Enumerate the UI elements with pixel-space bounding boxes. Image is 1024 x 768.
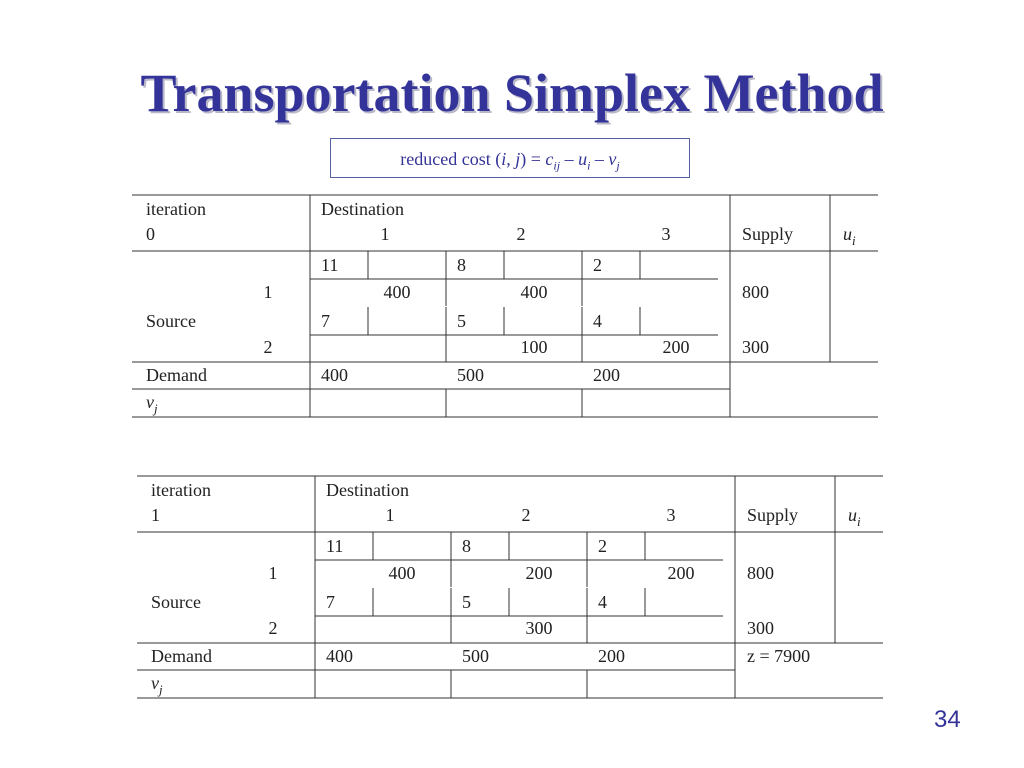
formula-c-sub: ij [553,158,561,173]
source-label: Source [151,592,201,612]
demand-2: 500 [462,646,489,666]
allocation-1-3: 200 [667,563,695,583]
formula-u-sub: i [587,158,591,173]
objective-value: z = 7900 [747,646,811,666]
formula-minus-1: – [560,149,579,169]
cost-1-2: 8 [462,536,471,556]
v-j-label: $v_j$ [146,392,158,416]
cost-2-2: 5 [457,311,466,331]
supply-label: Supply [742,224,794,244]
cost-1-3: 2 [598,536,607,556]
cost-1-3: 2 [593,255,602,275]
source-1-label: 1 [263,282,273,302]
allocation-1-2: 400 [520,282,548,302]
supply-2: 300 [742,337,769,357]
allocation-2-2: 100 [520,337,548,357]
slide-title: Transportation Simplex Method [140,63,884,123]
iteration-label: iteration [146,199,206,219]
demand-1: 400 [326,646,353,666]
demand-3: 200 [598,646,625,666]
cost-2-1: 7 [321,311,330,331]
v-j-label: $v_j$ [151,673,163,697]
allocation-2-2: 300 [525,618,553,638]
cost-1-2: 8 [457,255,466,275]
formula-c: c [545,149,554,169]
formula-v: v [608,149,617,169]
demand-3: 200 [593,365,620,385]
cost-2-3: 4 [598,592,607,612]
formula-minus-2: – [590,149,609,169]
formula-j: j [515,149,521,169]
supply-2: 300 [747,618,774,638]
formula-i: i [501,149,507,169]
u-i-label: $u_i$ [843,224,856,248]
destination-label: Destination [326,480,409,500]
source-2-label: 2 [268,618,278,638]
destination-label: Destination [321,199,404,219]
destination-3-label: 3 [666,505,676,525]
cost-2-1: 7 [326,592,335,612]
allocation-2-3: 200 [662,337,690,357]
u-i-label: $u_i$ [848,505,861,529]
cost-2-3: 4 [593,311,602,331]
cost-2-2: 5 [462,592,471,612]
source-2-label: 2 [263,337,273,357]
formula-v-sub: j [616,158,620,173]
demand-1: 400 [321,365,348,385]
cost-1-1: 11 [321,255,339,275]
source-1-label: 1 [268,563,278,583]
formula-equals: ) = [520,149,546,169]
destination-3-label: 3 [661,224,671,244]
allocation-1-2: 200 [525,563,553,583]
allocation-1-1: 400 [383,282,411,302]
iteration-label: iteration [151,480,211,500]
iteration-value: 0 [146,224,155,244]
supply-1: 800 [742,282,769,302]
destination-2-label: 2 [521,505,531,525]
page-number: 34 [934,706,961,733]
formula-u: u [578,149,588,169]
supply-1: 800 [747,563,774,583]
iteration-value: 1 [151,505,160,525]
formula-text: reduced cost ( [400,149,502,169]
demand-label: Demand [151,646,212,666]
destination-2-label: 2 [516,224,526,244]
demand-label: Demand [146,365,207,385]
destination-1-label: 1 [385,505,395,525]
formula-comma: , [506,149,516,169]
cost-1-1: 11 [326,536,344,556]
allocation-1-1: 400 [388,563,416,583]
source-label: Source [146,311,196,331]
destination-1-label: 1 [380,224,390,244]
demand-2: 500 [457,365,484,385]
supply-label: Supply [747,505,799,525]
